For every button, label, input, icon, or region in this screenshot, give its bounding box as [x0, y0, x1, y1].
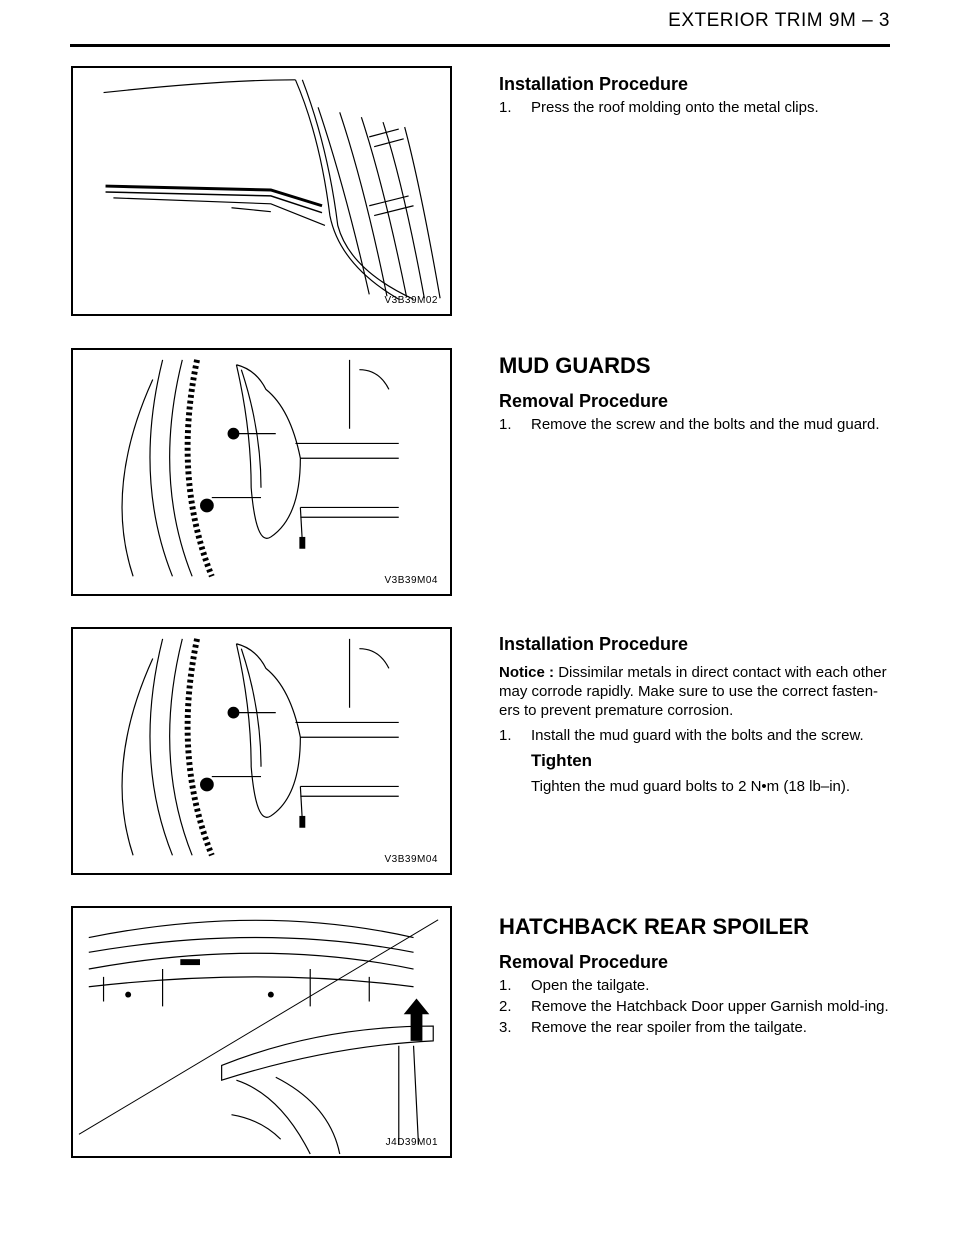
mud-guards-installation-section — [499, 634, 891, 796]
figure-mud-guard-installation — [71, 627, 452, 875]
step-text: Remove the rear spoiler from the tailgate. — [531, 1019, 807, 1036]
procedure-step — [499, 98, 891, 117]
spoiler-illustration — [73, 908, 450, 1156]
section-heading: Removal Procedure — [499, 952, 669, 972]
section-heading: Installation Procedure — [499, 634, 689, 654]
figure-id: V3B39M02 — [384, 295, 438, 306]
roof-molding-installation-section — [499, 74, 891, 119]
figure-id: V3B39M04 — [384, 854, 438, 865]
procedure-step — [499, 1018, 891, 1037]
procedure-step — [499, 415, 891, 434]
tighten-text: Tighten the mud guard bolts to 2 N•m (18 lb–in). — [531, 778, 851, 795]
tighten-heading: Tighten — [531, 751, 593, 770]
step-text: Install the mud guard with the bolts and the screw. — [531, 727, 864, 744]
section-heading: Removal Procedure — [499, 391, 669, 411]
figure-id: J4D39M01 — [385, 1137, 438, 1148]
figure-hatchback-spoiler — [71, 906, 452, 1158]
figure-roof-molding — [71, 66, 452, 316]
step-text: Remove the Hatchback Door upper Garnish mold-ing. — [531, 998, 889, 1015]
step-number: 1. — [499, 977, 512, 994]
procedure-step — [499, 997, 891, 1016]
figure-id: V3B39M04 — [384, 575, 438, 586]
section-heading: Installation Procedure — [499, 74, 689, 94]
step-number: 3. — [499, 1019, 512, 1036]
section-title: MUD GUARDS — [499, 353, 651, 378]
step-number: 1. — [499, 727, 512, 744]
step-text: Press the roof molding onto the metal clips. — [531, 99, 819, 116]
step-number: 2. — [499, 998, 512, 1015]
step-text: Open the tailgate. — [531, 977, 650, 994]
hatchback-spoiler-section — [499, 914, 891, 1039]
step-text: Remove the screw and the bolts and the mud guard. — [531, 416, 880, 433]
mud-guard-illustration — [73, 629, 450, 873]
section-title: HATCHBACK REAR SPOILER — [499, 914, 810, 939]
step-number: 1. — [499, 99, 512, 116]
mud-guards-section — [499, 353, 891, 436]
roof-molding-illustration — [73, 68, 450, 314]
notice — [499, 663, 891, 720]
header-rule — [70, 44, 890, 47]
notice-text: Dissimilar metals in direct contact with each other may corrode rapidly. Make sure to use the correct fasten-ers to prevent premature corrosion. — [499, 664, 887, 719]
procedure-step — [499, 976, 891, 995]
step-number: 1. — [499, 416, 512, 433]
figure-mud-guard-removal — [71, 348, 452, 596]
notice-label: Notice : — [499, 664, 555, 681]
mud-guard-illustration — [73, 350, 450, 594]
procedure-step — [499, 726, 891, 745]
page-header: EXTERIOR TRIM 9M – 3 — [668, 10, 890, 31]
